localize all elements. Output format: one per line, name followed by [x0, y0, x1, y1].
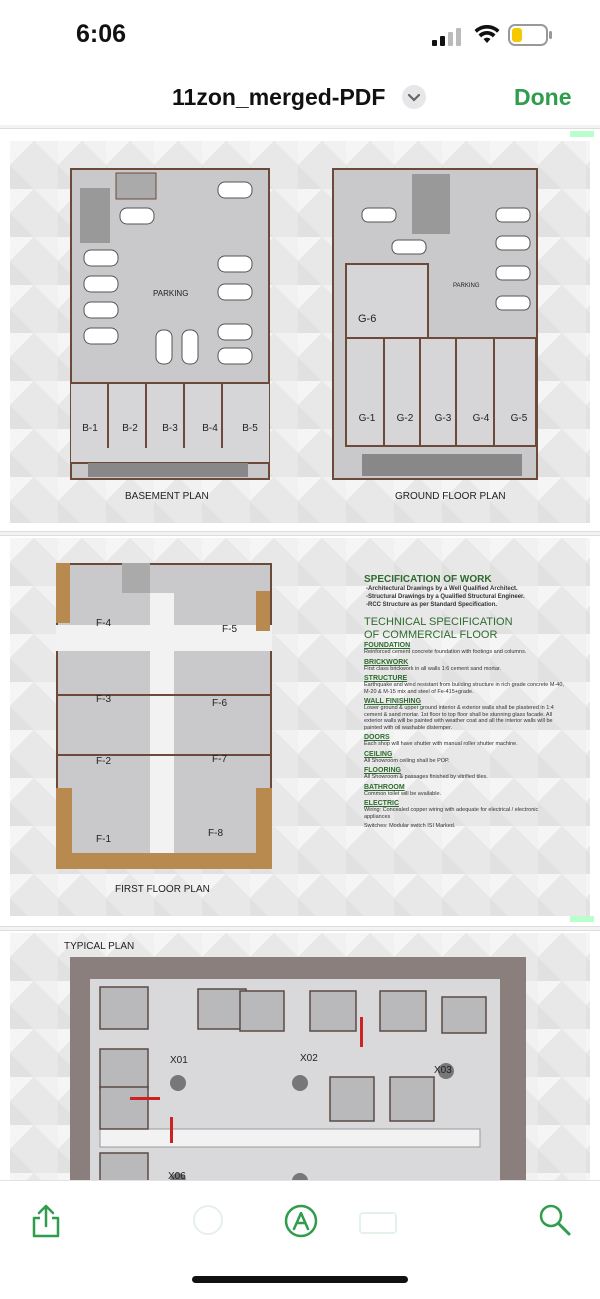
wifi-icon: [474, 25, 500, 45]
shop-label: G-3: [434, 413, 452, 424]
spec-section: [364, 800, 564, 820]
spec-line: -Structural Drawings by a Qualified Structural Engineer.: [366, 594, 525, 600]
spec-text: Wiring: Concealed copper wiring with adequate for electrical / electronic appliances: [364, 807, 539, 820]
spec-text: Reinforced cement concrete foundation with footings and columns.: [364, 649, 527, 655]
spec-heading: FOUNDATION: [364, 642, 411, 649]
pdf-page-3: [0, 930, 600, 1180]
chevron-down-icon: [402, 85, 426, 109]
unit-label: F-3: [96, 694, 111, 705]
flat-label: X03: [434, 1065, 452, 1076]
shop-label: B-2: [122, 423, 138, 434]
shop-label: G-1: [358, 413, 376, 424]
page-2-content: [10, 538, 590, 916]
spec-text: Lower ground & upper ground interior & exterior walls shall be plastered in 1:4 cement & sand mortar. 1st floor to top floor shall be stunning glass facade. All exterior walls will be painted with weather coat and all the interior walls will be painted with oil washable distemper.: [364, 705, 554, 731]
pen-icon: [193, 1203, 223, 1237]
spec-switches: Switches: Modular switch ISI Marked.: [364, 823, 456, 829]
spec-section: [364, 734, 564, 748]
spec-section: [364, 698, 564, 731]
spec-heading: ELECTRIC: [364, 800, 399, 807]
spec-text: All Showroom & passages finished by vitrified tiles.: [364, 774, 488, 780]
spec-heading: BATHROOM: [364, 783, 405, 791]
pdf-page-2: [0, 535, 600, 927]
shop-label: B-4: [202, 423, 218, 434]
spec-section: [364, 675, 564, 695]
spec-section: [364, 767, 564, 781]
spec-text: Common toilet will be available.: [364, 790, 442, 797]
page-3-content: [10, 933, 590, 1180]
parking-label-ground: PARKING: [453, 283, 480, 289]
spec-heading: WALL FINISHING: [364, 698, 422, 705]
unit-label: F-7: [212, 754, 227, 765]
spec-title: SPECIFICATION OF WORK: [364, 574, 492, 585]
pdf-viewer[interactable]: [0, 125, 600, 1180]
flat-label: X02: [300, 1053, 318, 1064]
unit-label: F-6: [212, 698, 227, 709]
first-floor-plan-label: FIRST FLOOR PLAN: [115, 884, 210, 895]
clock: 6:06: [76, 20, 127, 48]
share-icon[interactable]: [31, 1203, 61, 1239]
brand-logo: [570, 131, 594, 137]
ground-shop-labels: [348, 413, 538, 424]
status-bar: [0, 0, 600, 70]
spec-heading: FLOORING: [364, 767, 401, 774]
tech-title: TECHNICAL SPECIFICATION: [364, 616, 513, 628]
spec-text: All Showroom ceiling shall be POP.: [364, 757, 450, 764]
spec-line: -RCC Structure as per Standard Specification.: [366, 602, 498, 608]
spec-heading: DOORS: [364, 734, 390, 741]
unit-label: F-1: [96, 834, 111, 845]
cellular-signal-icon: [432, 28, 464, 46]
markup-icon[interactable]: [283, 1203, 319, 1239]
spec-heading: BRICKWORK: [364, 658, 409, 666]
spec-line: -Architectural Drawings by a Well Qualified Architect.: [366, 586, 518, 592]
shop-label: G-2: [396, 413, 414, 424]
spec-text: Each shop will have shutter with manual roller shutter machine.: [364, 741, 518, 747]
shop-label: B-1: [82, 423, 98, 434]
g6-label: G-6: [358, 313, 377, 325]
spec-section: [364, 659, 564, 673]
ground-floor-plan-label: GROUND FLOOR PLAN: [395, 491, 506, 502]
shop-label: B-3: [162, 423, 178, 434]
spec-sections: [364, 642, 564, 830]
document-title[interactable]: 11zon_merged-PDF: [172, 84, 386, 110]
spec-heading: CEILING: [364, 750, 393, 758]
spec-section: [364, 642, 564, 656]
done-button[interactable]: Done: [514, 84, 572, 110]
page-1-content: [10, 141, 590, 523]
shop-label: G-5: [510, 413, 528, 424]
unit-label: F-2: [96, 756, 111, 767]
home-indicator[interactable]: [192, 1276, 408, 1283]
typical-plan-drawing: [70, 957, 526, 1180]
shop-label: G-4: [472, 413, 490, 424]
unit-label: F-5: [222, 624, 237, 635]
spec-section: [364, 751, 564, 765]
parking-label: PARKING: [153, 289, 189, 298]
basement-shop-labels: [70, 423, 270, 434]
basement-plan-label: BASEMENT PLAN: [125, 491, 209, 502]
tech-title: OF COMMERCIAL FLOOR: [364, 629, 498, 641]
title-menu-button[interactable]: [402, 85, 426, 109]
unit-label: F-4: [96, 618, 111, 629]
typical-plan-label: TYPICAL PLAN: [64, 941, 135, 952]
flat-label: X06: [168, 1171, 186, 1180]
spec-text: First class brickwork in all walls 1:6 cement sand mortar.: [364, 665, 501, 672]
battery-icon: [508, 24, 554, 46]
brand-logo: [570, 916, 594, 922]
signature-icon: [358, 1207, 398, 1237]
shop-label: B-5: [242, 423, 258, 434]
first-floor-plan-drawing: [56, 563, 272, 869]
spec-heading: STRUCTURE: [364, 675, 408, 682]
search-icon[interactable]: [538, 1203, 572, 1237]
flat-label: X01: [170, 1055, 188, 1066]
unit-label: F-8: [208, 828, 223, 839]
spec-text: Earthquake and wind resistant from building structure in rich grade concrete M-40, M-20 & M-15 mix and steel of Fe-415+grade.: [364, 682, 564, 695]
pdf-page-1: [0, 128, 600, 532]
spec-section: [364, 784, 564, 798]
